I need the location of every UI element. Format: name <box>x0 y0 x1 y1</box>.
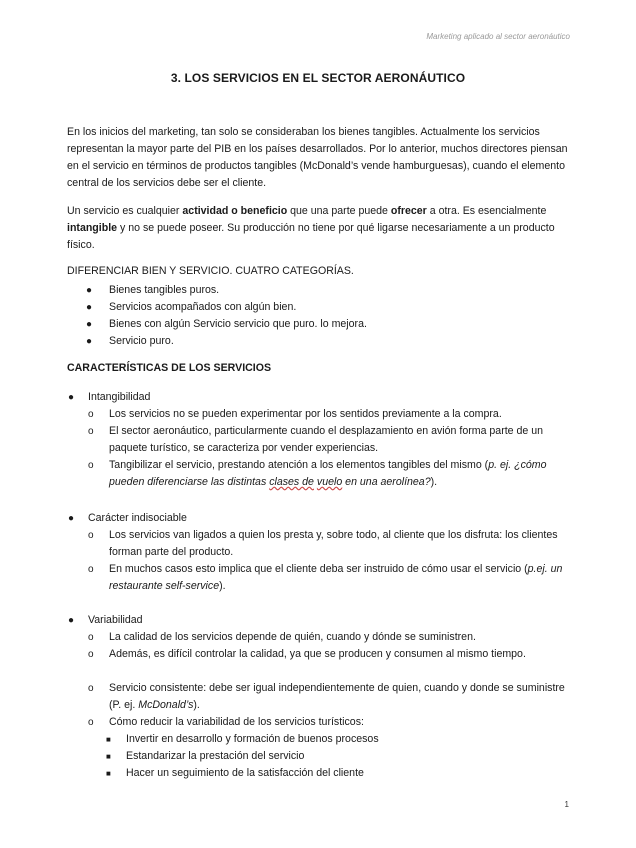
circle-bullet-icon: o <box>88 632 94 643</box>
def-text-3: a otra. Es esencialmente <box>426 205 547 217</box>
square-bullet-icon: ■ <box>106 735 111 744</box>
circle-bullet-icon: o <box>88 717 94 728</box>
bullet-icon: ● <box>86 319 93 330</box>
def-text-2: que una parte puede <box>287 205 391 217</box>
spellcheck-underline: clases de <box>269 476 314 488</box>
circle-bullet-icon: o <box>88 426 94 437</box>
bullet-icon: ● <box>86 336 93 347</box>
page-number: 1 <box>564 800 569 809</box>
def-bold-3: intangible <box>67 222 118 234</box>
circle-bullet-icon: o <box>88 564 94 575</box>
square-bullet-icon: ■ <box>106 752 111 761</box>
characteristics-heading: CARACTERÍSTICAS DE LOS SERVICIOS <box>67 362 272 374</box>
def-text-4: y no se puede poseer. Su producción no tiene por qué ligarse necesariamente a un producto físico. <box>67 222 555 251</box>
spellcheck-underline: vuelo <box>316 476 343 488</box>
bullet-icon: ● <box>68 392 75 403</box>
bullet-icon: ● <box>68 615 75 626</box>
def-text-1: Un servicio es cualquier <box>67 205 183 217</box>
circle-bullet-icon: o <box>88 460 94 471</box>
running-header: Marketing aplicado al sector aeronáutico <box>426 32 570 41</box>
bullet-icon: ● <box>86 285 93 296</box>
circle-bullet-icon: o <box>88 683 94 694</box>
def-bold-1: actividad o beneficio <box>182 205 288 217</box>
section-title: 3. LOS SERVICIOS EN EL SECTOR AERONÁUTICO <box>170 71 466 85</box>
circle-bullet-icon: o <box>88 649 94 660</box>
bullet-icon: ● <box>68 513 75 524</box>
circle-bullet-icon: o <box>88 530 94 541</box>
document-page: Marketing aplicado al sector aeronáutico 3. LOS SERVICIOS EN EL SECTOR AERONÁUTICO En los inicios del marketing, tan solo se consideraban los bienes tangibles. Actualmente los servicios representan la mayor parte del PIB en los países desarrollados. Por lo anterior, muchos directores piensan en el servicio en términos de productos tangibles (McDonald’s vende hamburguesas), cuando el elemento central de los servicios debe ser el cliente. Un servicio es cualquier actividad o beneficio que una parte puede ofrecer a otra. Es esencialmente intangible y no se puede poseer. Su producción no tiene por qué ligarse necesariamente a un producto físico. DIFERENCIAR BIEN Y SERVICIO. CUATRO CATEGORÍAS. ● Bienes tangibles puros. ● Servicios acompañados con algún bien. ● Bienes con algún Servicio servicio que puro. lo mejora. ● Servicio puro. CARACTERÍSTICAS DE LOS SERVICIOS ● Intangibilidad o Los servicios no se pueden experimentar por los sentidos previamente a la compra. o El sector aeronáutico, particularmente cuando el desplazamiento en avión forma parte de un paquete turístico, se caracteriza por vender experiencias. o Tangibilizar el servicio, prestando atención a los elementos tangibles del mismo (p. ej. ¿cómo pueden diferenciarse las distintas clases de vuelo en una aerolínea?). ● Carácter indisociable o Los servicios van ligados a quien los presta y, sobre todo, al cliente que los disfruta: los clientes forman parte del producto. o En muchos casos esto implica que el cliente deba ser instruido de cómo usar el servicio (p.ej. un restaurante self-service). ● Variabilidad o La calidad de los servicios depende de quién, cuando y dónde se suministren. o Además, es difícil controlar la calidad, ya que se producen y consumen al mismo tiempo. o Servicio consistente: debe ser igual independientemente de quien, cuando y donde se suministre (P. ej. McDonald’s). o Cómo reducir la variabilidad de los servicios turísticos: ■ Invertir en desarrollo y formación de buenos procesos ■ Estandarizar la prestación del servicio ■ Hacer un seguimiento de la satisfacción del cliente 1 <box>0 0 636 848</box>
bullet-icon: ● <box>86 302 93 313</box>
square-bullet-icon: ■ <box>106 769 111 778</box>
categories-label: DIFERENCIAR BIEN Y SERVICIO. CUATRO CATEGORÍAS. <box>67 265 354 277</box>
definition-paragraph <box>67 203 577 254</box>
circle-bullet-icon: o <box>88 409 94 420</box>
def-bold-2: ofrecer <box>390 205 427 217</box>
intro-paragraph: En los inicios del marketing, tan solo se consideraban los bienes tangibles. Actualmente los servicios representan la mayor parte del PIB en los países desarrollados. Por lo anterior, muchos directores piensan en el servicio en términos de productos tangibles (McDonald’s vende hamburguesas), cuando el elemento central de los servicios debe ser el cliente. <box>67 126 568 189</box>
